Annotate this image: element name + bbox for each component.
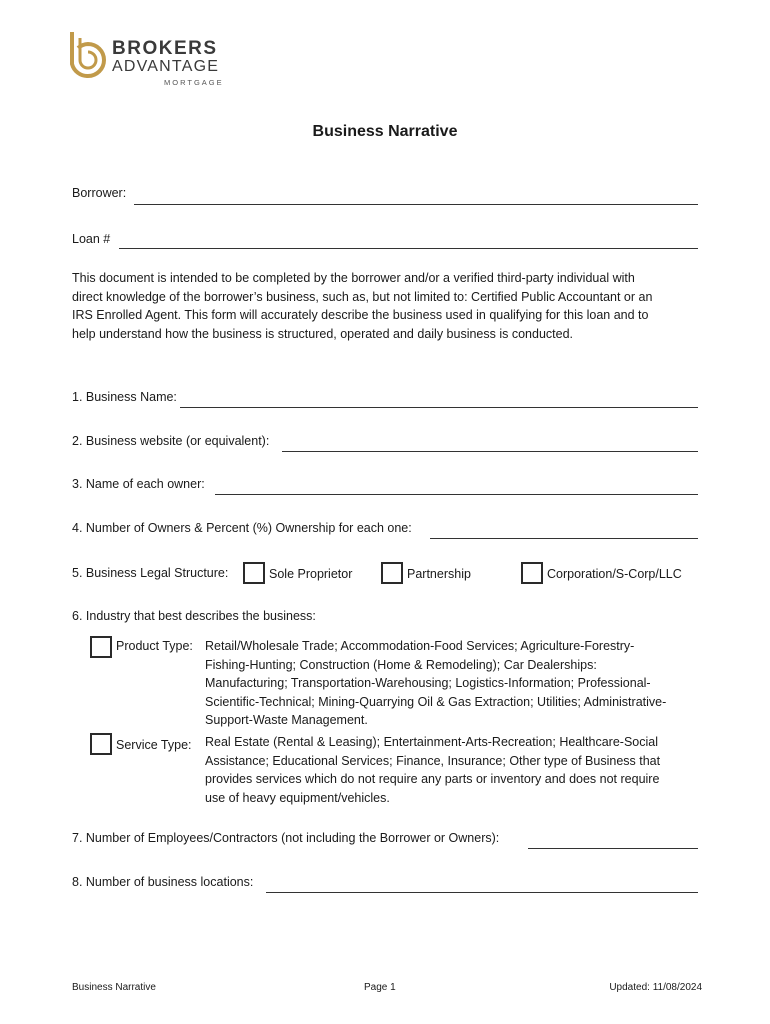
sole-proprietor-label: Sole Proprietor bbox=[269, 567, 353, 581]
product-type-description bbox=[205, 637, 666, 730]
business-website-label: 2. Business website (or equivalent): bbox=[72, 434, 270, 448]
logo-line2: ADVANTAGE bbox=[112, 58, 220, 75]
partnership-checkbox[interactable] bbox=[381, 562, 403, 584]
legal-structure-label: 5. Business Legal Structure: bbox=[72, 566, 229, 580]
logo-line3: MORTGAGE bbox=[164, 78, 224, 87]
logo-line1: BROKERS bbox=[112, 38, 218, 59]
product-desc-line: Fishing-Hunting; Construction (Home & Remodeling); Car Dealerships: bbox=[205, 657, 597, 672]
ownership-input-line[interactable] bbox=[430, 538, 698, 539]
intro-line: IRS Enrolled Agent. This form will accurately describe the business used in qualifying for this loan and to bbox=[72, 308, 649, 322]
product-desc-line: Manufacturing; Transportation-Warehousing; Logistics-Information; Professional- bbox=[205, 676, 651, 690]
industry-label: 6. Industry that best describes the business: bbox=[72, 609, 316, 623]
locations-label: 8. Number of business locations: bbox=[72, 875, 254, 889]
employees-label: 7. Number of Employees/Contractors (not including the Borrower or Owners): bbox=[72, 831, 500, 845]
intro-paragraph bbox=[72, 269, 652, 343]
corporation-checkbox[interactable] bbox=[521, 562, 543, 584]
service-desc-line: use of heavy equipment/vehicles. bbox=[205, 790, 390, 805]
loan-label: Loan # bbox=[72, 232, 111, 246]
service-desc-line: provides services which do not require any parts or inventory and does not require bbox=[205, 772, 660, 786]
borrower-label: Borrower: bbox=[72, 186, 127, 200]
footer-document-name: Business Narrative bbox=[72, 982, 156, 993]
owner-names-label: 3. Name of each owner: bbox=[72, 477, 205, 491]
logo-mark-icon bbox=[68, 30, 108, 78]
business-name-input-line[interactable] bbox=[180, 407, 698, 408]
service-type-description bbox=[205, 733, 660, 807]
product-desc-line: Support-Waste Management. bbox=[205, 713, 368, 727]
intro-line: direct knowledge of the borrower’s business, such as, but not limited to: Certified Public Accountant or an bbox=[72, 289, 653, 304]
ownership-label: 4. Number of Owners & Percent (%) Ownership for each one: bbox=[72, 521, 412, 535]
product-desc-line: Scientific-Technical; Mining-Quarrying Oil & Gas Extraction; Utilities; Administrative- bbox=[205, 694, 667, 709]
business-name-label: 1. Business Name: bbox=[72, 390, 177, 404]
intro-line: help understand how the business is structured, operated and daily business is conducted. bbox=[72, 326, 574, 341]
intro-line: This document is intended to be completed by the borrower and/or a verified third-party individual with bbox=[72, 271, 635, 285]
service-desc-line: Assistance; Educational Services; Finance, Insurance; Other type of Business that bbox=[205, 753, 661, 768]
borrower-input-line[interactable] bbox=[134, 204, 698, 205]
service-type-label: Service Type: bbox=[116, 738, 192, 752]
footer-page-number: Page 1 bbox=[364, 982, 396, 993]
locations-input-line[interactable] bbox=[266, 892, 698, 893]
partnership-label: Partnership bbox=[407, 567, 471, 581]
employees-input-line[interactable] bbox=[528, 848, 698, 849]
owner-names-input-line[interactable] bbox=[215, 494, 698, 495]
corporation-label: Corporation/S-Corp/LLC bbox=[547, 567, 682, 581]
product-type-label: Product Type: bbox=[116, 639, 193, 653]
sole-proprietor-checkbox[interactable] bbox=[243, 562, 265, 584]
company-logo bbox=[68, 28, 238, 90]
footer-updated-date: Updated: 11/08/2024 bbox=[609, 982, 702, 993]
page-title: Business Narrative bbox=[312, 123, 458, 140]
service-type-checkbox[interactable] bbox=[90, 733, 112, 755]
business-website-input-line[interactable] bbox=[282, 451, 698, 452]
service-desc-line: Real Estate (Rental & Leasing); Entertainment-Arts-Recreation; Healthcare-Social bbox=[205, 735, 658, 749]
product-desc-line: Retail/Wholesale Trade; Accommodation-Food Services; Agriculture-Forestry- bbox=[205, 639, 635, 653]
loan-input-line[interactable] bbox=[119, 248, 698, 249]
product-type-checkbox[interactable] bbox=[90, 636, 112, 658]
